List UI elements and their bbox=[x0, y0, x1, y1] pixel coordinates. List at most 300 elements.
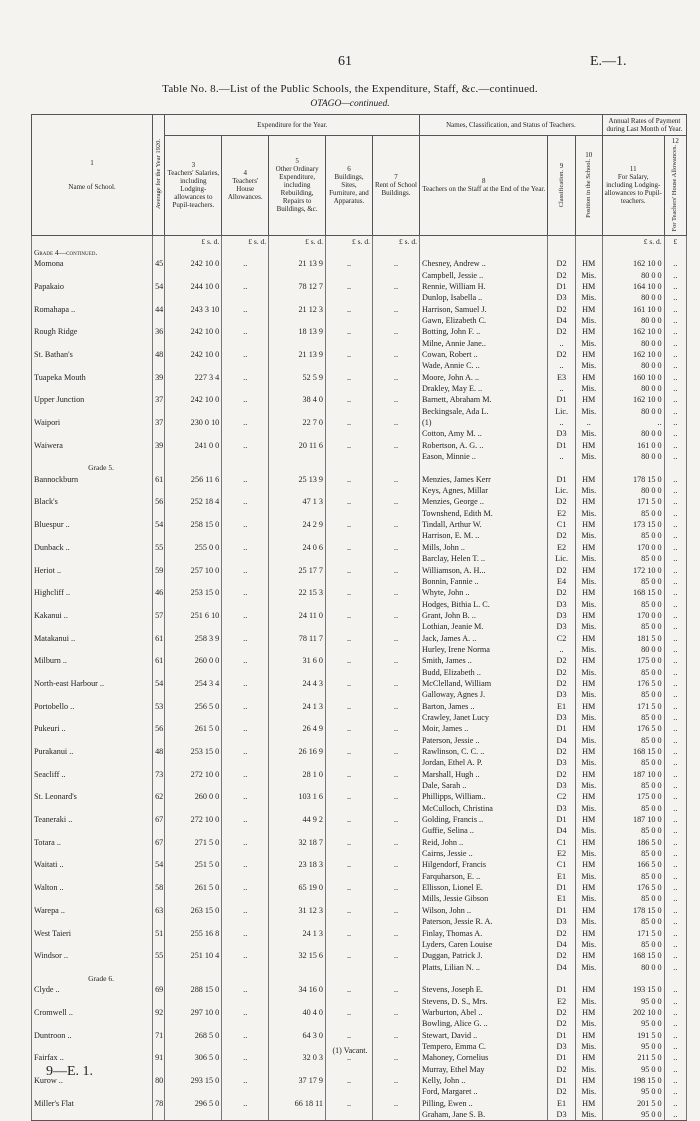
buildings-expenditure: .. bbox=[326, 281, 373, 292]
position: Mis. bbox=[575, 621, 602, 632]
house-allowance-rate: .. bbox=[664, 814, 686, 825]
average-attendance bbox=[153, 825, 165, 836]
house-allowance-rate: .. bbox=[664, 939, 686, 950]
teacher-name: Pilling, Ewen .. bbox=[419, 1098, 548, 1109]
classification: D2 bbox=[548, 1007, 575, 1018]
house-allowances: .. bbox=[222, 837, 269, 848]
salary-rate: 80 0 0 bbox=[602, 962, 664, 973]
header-expenditure-group: Expenditure for the Year. bbox=[165, 115, 420, 136]
school-name bbox=[32, 270, 153, 281]
teachers-salaries: 256 5 0 bbox=[165, 701, 222, 712]
school-name: Pukeuri .. bbox=[32, 723, 153, 734]
school-name bbox=[32, 383, 153, 394]
average-attendance: 54 bbox=[153, 281, 165, 292]
house-allowance-rate: .. bbox=[664, 803, 686, 814]
house-allowances bbox=[222, 530, 269, 541]
teacher-name: Wilson, John .. bbox=[419, 905, 548, 916]
table-row bbox=[32, 610, 687, 621]
position: Mis. bbox=[575, 848, 602, 859]
table-body bbox=[32, 235, 687, 1121]
salary-rate: 80 0 0 bbox=[602, 451, 664, 462]
house-allowance-rate: .. bbox=[664, 1041, 686, 1052]
teacher-name: Guffie, Selina .. bbox=[419, 825, 548, 836]
other-expenditure: 65 19 0 bbox=[269, 882, 326, 893]
house-allowances: .. bbox=[222, 950, 269, 961]
table-row bbox=[32, 667, 687, 678]
teacher-name: Townshend, Edith M. bbox=[419, 508, 548, 519]
average-attendance bbox=[153, 712, 165, 723]
table-row bbox=[32, 655, 687, 666]
classification: D1 bbox=[548, 1052, 575, 1063]
average-attendance bbox=[153, 757, 165, 768]
house-allowance-rate: .. bbox=[664, 1064, 686, 1075]
table-row bbox=[32, 803, 687, 814]
school-name bbox=[32, 1018, 153, 1029]
average-attendance: 71 bbox=[153, 1030, 165, 1041]
other-expenditure bbox=[269, 825, 326, 836]
house-allowances bbox=[222, 292, 269, 303]
salary-rate: 191 5 0 bbox=[602, 1030, 664, 1041]
house-allowances: .. bbox=[222, 417, 269, 428]
classification: .. bbox=[548, 451, 575, 462]
buildings-expenditure: .. bbox=[326, 701, 373, 712]
house-allowances: .. bbox=[222, 633, 269, 644]
rent: .. bbox=[372, 440, 419, 451]
house-allowances bbox=[222, 270, 269, 281]
teacher-name: Ellisson, Lionel E. bbox=[419, 882, 548, 893]
teachers-salaries: 230 0 10 bbox=[165, 417, 222, 428]
position: Mis. bbox=[575, 1109, 602, 1121]
header-col3-label: Teachers' Salaries, including Lodging-allowances to Pupil-teachers. bbox=[167, 169, 220, 210]
buildings-expenditure: .. bbox=[326, 905, 373, 916]
header-other-expenditure bbox=[269, 136, 326, 236]
school-name: Teaneraki .. bbox=[32, 814, 153, 825]
house-allowance-rate: .. bbox=[664, 950, 686, 961]
table-row bbox=[32, 735, 687, 746]
header-col4-label: Teachers' House Allowances. bbox=[227, 177, 263, 202]
school-name bbox=[32, 406, 153, 417]
teachers-salaries: 254 3 4 bbox=[165, 678, 222, 689]
salary-rate: 85 0 0 bbox=[602, 848, 664, 859]
school-name: Rough Ridge bbox=[32, 326, 153, 337]
classification: D2 bbox=[548, 746, 575, 757]
position: HM bbox=[575, 746, 602, 757]
school-name bbox=[32, 485, 153, 496]
teachers-salaries: 242 10 0 bbox=[165, 258, 222, 269]
rent bbox=[372, 576, 419, 587]
salary-rate: 170 0 0 bbox=[602, 610, 664, 621]
rent bbox=[372, 825, 419, 836]
rent bbox=[372, 848, 419, 859]
house-allowance-rate: .. bbox=[664, 984, 686, 995]
teacher-name: McClelland, William bbox=[419, 678, 548, 689]
other-expenditure bbox=[269, 406, 326, 417]
other-expenditure bbox=[269, 599, 326, 610]
buildings-expenditure: .. bbox=[326, 474, 373, 485]
salary-rate: 171 5 0 bbox=[602, 928, 664, 939]
salary-rate: 85 0 0 bbox=[602, 757, 664, 768]
salary-rate: 85 0 0 bbox=[602, 576, 664, 587]
buildings-expenditure bbox=[326, 939, 373, 950]
house-allowance-rate: .. bbox=[664, 360, 686, 371]
house-allowance-rate: .. bbox=[664, 769, 686, 780]
average-attendance bbox=[153, 1018, 165, 1029]
salary-rate: 85 0 0 bbox=[602, 553, 664, 564]
other-expenditure: 31 6 0 bbox=[269, 655, 326, 666]
average-attendance: 92 bbox=[153, 1007, 165, 1018]
rent bbox=[372, 270, 419, 281]
teacher-name: Menzies, James Kerr bbox=[419, 474, 548, 485]
table-row bbox=[32, 780, 687, 791]
position: HM bbox=[575, 326, 602, 337]
house-allowance-rate: .. bbox=[664, 451, 686, 462]
grade-heading: Grade 6. bbox=[32, 973, 153, 984]
house-allowances: .. bbox=[222, 542, 269, 553]
other-expenditure: 23 18 3 bbox=[269, 859, 326, 870]
classification: E3 bbox=[548, 372, 575, 383]
unit-lsd: £ s. d. bbox=[602, 235, 664, 247]
salary-rate: 168 15 0 bbox=[602, 587, 664, 598]
position: Mis. bbox=[575, 893, 602, 904]
average-attendance: 69 bbox=[153, 984, 165, 995]
rent: .. bbox=[372, 372, 419, 383]
buildings-expenditure bbox=[326, 871, 373, 882]
table-row bbox=[32, 621, 687, 632]
table-row bbox=[32, 360, 687, 371]
table-row bbox=[32, 496, 687, 507]
school-name: Upper Junction bbox=[32, 394, 153, 405]
salary-rate: 186 5 0 bbox=[602, 837, 664, 848]
house-allowances bbox=[222, 735, 269, 746]
classification: D4 bbox=[548, 315, 575, 326]
other-expenditure: 26 16 9 bbox=[269, 746, 326, 757]
table-row bbox=[32, 848, 687, 859]
salary-rate: 85 0 0 bbox=[602, 871, 664, 882]
classification: D2 bbox=[548, 1018, 575, 1029]
other-expenditure: 24 4 3 bbox=[269, 678, 326, 689]
position: Mis. bbox=[575, 315, 602, 326]
table-row bbox=[32, 451, 687, 462]
house-allowances bbox=[222, 780, 269, 791]
average-attendance: 61 bbox=[153, 633, 165, 644]
teachers-salaries bbox=[165, 871, 222, 882]
position: HM bbox=[575, 633, 602, 644]
house-allowance-rate: .. bbox=[664, 496, 686, 507]
house-allowance-rate: .. bbox=[664, 406, 686, 417]
salary-rate: 176 5 0 bbox=[602, 678, 664, 689]
header-col10-label: Position in the School. bbox=[584, 158, 592, 218]
average-attendance: 39 bbox=[153, 372, 165, 383]
teacher-name: Harrison, Samuel J. bbox=[419, 304, 548, 315]
teacher-name: Keys, Agnes, Millar bbox=[419, 485, 548, 496]
other-expenditure bbox=[269, 712, 326, 723]
header-col1-number: 1 bbox=[90, 158, 94, 167]
other-expenditure bbox=[269, 315, 326, 326]
other-expenditure: 21 12 3 bbox=[269, 304, 326, 315]
other-expenditure bbox=[269, 848, 326, 859]
school-name bbox=[32, 689, 153, 700]
classification: .. bbox=[548, 417, 575, 428]
other-expenditure: 32 15 6 bbox=[269, 950, 326, 961]
rent bbox=[372, 553, 419, 564]
school-name bbox=[32, 712, 153, 723]
school-name bbox=[32, 644, 153, 655]
buildings-expenditure: .. bbox=[326, 542, 373, 553]
teacher-name: Williamson, A. H... bbox=[419, 565, 548, 576]
house-allowance-rate: .. bbox=[664, 474, 686, 485]
teachers-salaries: 260 0 0 bbox=[165, 655, 222, 666]
position: HM bbox=[575, 1098, 602, 1109]
table-row bbox=[32, 950, 687, 961]
buildings-expenditure: .. bbox=[326, 984, 373, 995]
teachers-salaries bbox=[165, 916, 222, 927]
rent bbox=[372, 871, 419, 882]
header-col5-label: Other Ordinary Expenditure, including Rebuilding, Repairs to Buildings, &c. bbox=[275, 165, 319, 214]
classification: C1 bbox=[548, 519, 575, 530]
school-name: Papakaio bbox=[32, 281, 153, 292]
school-name: Dunback .. bbox=[32, 542, 153, 553]
salary-rate: 162 10 0 bbox=[602, 349, 664, 360]
rent bbox=[372, 621, 419, 632]
rent: .. bbox=[372, 542, 419, 553]
table-row bbox=[32, 428, 687, 439]
teacher-name: Paterson, Jessie R. A. bbox=[419, 916, 548, 927]
average-attendance bbox=[153, 576, 165, 587]
other-expenditure bbox=[269, 1086, 326, 1097]
rent: .. bbox=[372, 519, 419, 530]
average-attendance bbox=[153, 428, 165, 439]
salary-rate: 80 0 0 bbox=[602, 292, 664, 303]
other-expenditure bbox=[269, 621, 326, 632]
header-col7-number: 7 bbox=[394, 173, 398, 182]
teacher-name: Ford, Margaret .. bbox=[419, 1086, 548, 1097]
position: HM bbox=[575, 837, 602, 848]
buildings-expenditure bbox=[326, 893, 373, 904]
buildings-expenditure bbox=[326, 451, 373, 462]
classification: D2 bbox=[548, 530, 575, 541]
rent bbox=[372, 916, 419, 927]
position: Mis. bbox=[575, 689, 602, 700]
average-attendance bbox=[153, 916, 165, 927]
school-name: Seacliff .. bbox=[32, 769, 153, 780]
table-row bbox=[32, 746, 687, 757]
house-allowances: .. bbox=[222, 701, 269, 712]
house-allowance-rate: .. bbox=[664, 281, 686, 292]
school-name bbox=[32, 916, 153, 927]
teachers-salaries bbox=[165, 712, 222, 723]
house-allowances: .. bbox=[222, 723, 269, 734]
buildings-expenditure: .. bbox=[326, 1075, 373, 1086]
teacher-name: Marshall, Hugh .. bbox=[419, 769, 548, 780]
header-teachers-salaries bbox=[165, 136, 222, 236]
average-attendance bbox=[153, 939, 165, 950]
position: HM bbox=[575, 496, 602, 507]
classification: D1 bbox=[548, 1030, 575, 1041]
other-expenditure: 21 13 9 bbox=[269, 258, 326, 269]
rent: .. bbox=[372, 928, 419, 939]
rent: .. bbox=[372, 1030, 419, 1041]
table-row bbox=[32, 406, 687, 417]
table-row bbox=[32, 1098, 687, 1109]
classification: D2 bbox=[548, 928, 575, 939]
house-allowances: .. bbox=[222, 1075, 269, 1086]
teacher-name: Tempero, Emma C. bbox=[419, 1041, 548, 1052]
house-allowance-rate: .. bbox=[664, 338, 686, 349]
rent: .. bbox=[372, 655, 419, 666]
house-allowance-rate: .. bbox=[664, 633, 686, 644]
teachers-salaries: 260 0 0 bbox=[165, 791, 222, 802]
house-allowance-rate: .. bbox=[664, 553, 686, 564]
buildings-expenditure: .. bbox=[326, 326, 373, 337]
house-allowances bbox=[222, 360, 269, 371]
table-row bbox=[32, 814, 687, 825]
average-attendance: 36 bbox=[153, 326, 165, 337]
house-allowance-rate: .. bbox=[664, 962, 686, 973]
table-row bbox=[32, 712, 687, 723]
table-row bbox=[32, 553, 687, 564]
teachers-salaries bbox=[165, 270, 222, 281]
teachers-salaries bbox=[165, 1109, 222, 1121]
teachers-salaries bbox=[165, 780, 222, 791]
rent: .. bbox=[372, 1052, 419, 1063]
house-allowances: .. bbox=[222, 372, 269, 383]
unit-lsd: £ s. d. bbox=[222, 235, 269, 247]
salary-rate: 80 0 0 bbox=[602, 428, 664, 439]
teachers-salaries: 241 0 0 bbox=[165, 440, 222, 451]
salary-rate: 95 0 0 bbox=[602, 1018, 664, 1029]
average-attendance bbox=[153, 689, 165, 700]
school-name: Walton .. bbox=[32, 882, 153, 893]
classification: .. bbox=[548, 644, 575, 655]
salary-rate: 175 0 0 bbox=[602, 655, 664, 666]
teachers-salaries bbox=[165, 530, 222, 541]
classification: D2 bbox=[548, 667, 575, 678]
position: HM bbox=[575, 372, 602, 383]
rent bbox=[372, 485, 419, 496]
school-name: Matakanui .. bbox=[32, 633, 153, 644]
rent: .. bbox=[372, 723, 419, 734]
header-rent bbox=[372, 136, 419, 236]
position: Mis. bbox=[575, 553, 602, 564]
position: HM bbox=[575, 791, 602, 802]
rent: .. bbox=[372, 769, 419, 780]
other-expenditure bbox=[269, 893, 326, 904]
average-attendance bbox=[153, 383, 165, 394]
average-attendance bbox=[153, 803, 165, 814]
position: Mis. bbox=[575, 508, 602, 519]
teacher-name: Bonnin, Fannie .. bbox=[419, 576, 548, 587]
salary-rate: 95 0 0 bbox=[602, 996, 664, 1007]
house-allowance-rate: .. bbox=[664, 383, 686, 394]
header-staff-group: Names, Classification, and Status of Teachers. bbox=[419, 115, 602, 136]
average-attendance: 54 bbox=[153, 859, 165, 870]
teacher-name: Paterson, Jessie .. bbox=[419, 735, 548, 746]
rent: .. bbox=[372, 859, 419, 870]
teachers-salaries bbox=[165, 621, 222, 632]
average-attendance bbox=[153, 315, 165, 326]
rent bbox=[372, 508, 419, 519]
house-allowances: .. bbox=[222, 678, 269, 689]
other-expenditure bbox=[269, 428, 326, 439]
teacher-name: Duggan, Patrick J. bbox=[419, 950, 548, 961]
table-row bbox=[32, 678, 687, 689]
average-attendance: 78 bbox=[153, 1098, 165, 1109]
table-row bbox=[32, 281, 687, 292]
salary-rate: 172 10 0 bbox=[602, 565, 664, 576]
header-position bbox=[575, 136, 602, 236]
salary-rate: 80 0 0 bbox=[602, 644, 664, 655]
teacher-name: Mahoney, Cornelius bbox=[419, 1052, 548, 1063]
average-attendance: 53 bbox=[153, 701, 165, 712]
other-expenditure bbox=[269, 576, 326, 587]
table-row bbox=[32, 1018, 687, 1029]
table-row bbox=[32, 916, 687, 927]
other-expenditure: 24 2 9 bbox=[269, 519, 326, 530]
position: Mis. bbox=[575, 757, 602, 768]
school-name: Romahapa .. bbox=[32, 304, 153, 315]
position: Mis. bbox=[575, 360, 602, 371]
other-expenditure bbox=[269, 360, 326, 371]
other-expenditure: 103 1 6 bbox=[269, 791, 326, 802]
salary-rate: 162 10 0 bbox=[602, 258, 664, 269]
other-expenditure bbox=[269, 735, 326, 746]
house-allowances bbox=[222, 485, 269, 496]
other-expenditure bbox=[269, 553, 326, 564]
classification: E2 bbox=[548, 542, 575, 553]
position: HM bbox=[575, 655, 602, 666]
classification: D1 bbox=[548, 905, 575, 916]
house-allowances bbox=[222, 599, 269, 610]
other-expenditure: 21 13 9 bbox=[269, 349, 326, 360]
teachers-salaries: 297 10 0 bbox=[165, 1007, 222, 1018]
teachers-salaries: 261 5 0 bbox=[165, 882, 222, 893]
average-attendance bbox=[153, 1086, 165, 1097]
classification: E4 bbox=[548, 576, 575, 587]
table-row bbox=[32, 315, 687, 326]
school-name: Kakanui .. bbox=[32, 610, 153, 621]
house-allowance-rate: .. bbox=[664, 565, 686, 576]
classification: D2 bbox=[548, 678, 575, 689]
teachers-salaries bbox=[165, 757, 222, 768]
house-allowances: .. bbox=[222, 1007, 269, 1018]
house-allowances bbox=[222, 712, 269, 723]
position: .. bbox=[575, 417, 602, 428]
teachers-salaries: 243 3 10 bbox=[165, 304, 222, 315]
teacher-name: Eason, Minnie .. bbox=[419, 451, 548, 462]
school-name bbox=[32, 338, 153, 349]
house-allowances: .. bbox=[222, 814, 269, 825]
teacher-name: Gawn, Elizabeth C. bbox=[419, 315, 548, 326]
buildings-expenditure: .. bbox=[326, 304, 373, 315]
average-attendance: 58 bbox=[153, 882, 165, 893]
position: Mis. bbox=[575, 1018, 602, 1029]
average-attendance: 54 bbox=[153, 519, 165, 530]
buildings-expenditure bbox=[326, 1018, 373, 1029]
teachers-salaries bbox=[165, 485, 222, 496]
buildings-expenditure: .. bbox=[326, 587, 373, 598]
buildings-expenditure bbox=[326, 576, 373, 587]
teacher-name: Hilgendorf, Francis bbox=[419, 859, 548, 870]
classification: D1 bbox=[548, 474, 575, 485]
table-row bbox=[32, 1075, 687, 1086]
classification: D3 bbox=[548, 610, 575, 621]
classification: D3 bbox=[548, 1109, 575, 1121]
buildings-expenditure bbox=[326, 803, 373, 814]
salary-rate: 187 10 0 bbox=[602, 769, 664, 780]
average-attendance bbox=[153, 485, 165, 496]
rent: .. bbox=[372, 610, 419, 621]
teacher-name: Drakley, May E. .. bbox=[419, 383, 548, 394]
